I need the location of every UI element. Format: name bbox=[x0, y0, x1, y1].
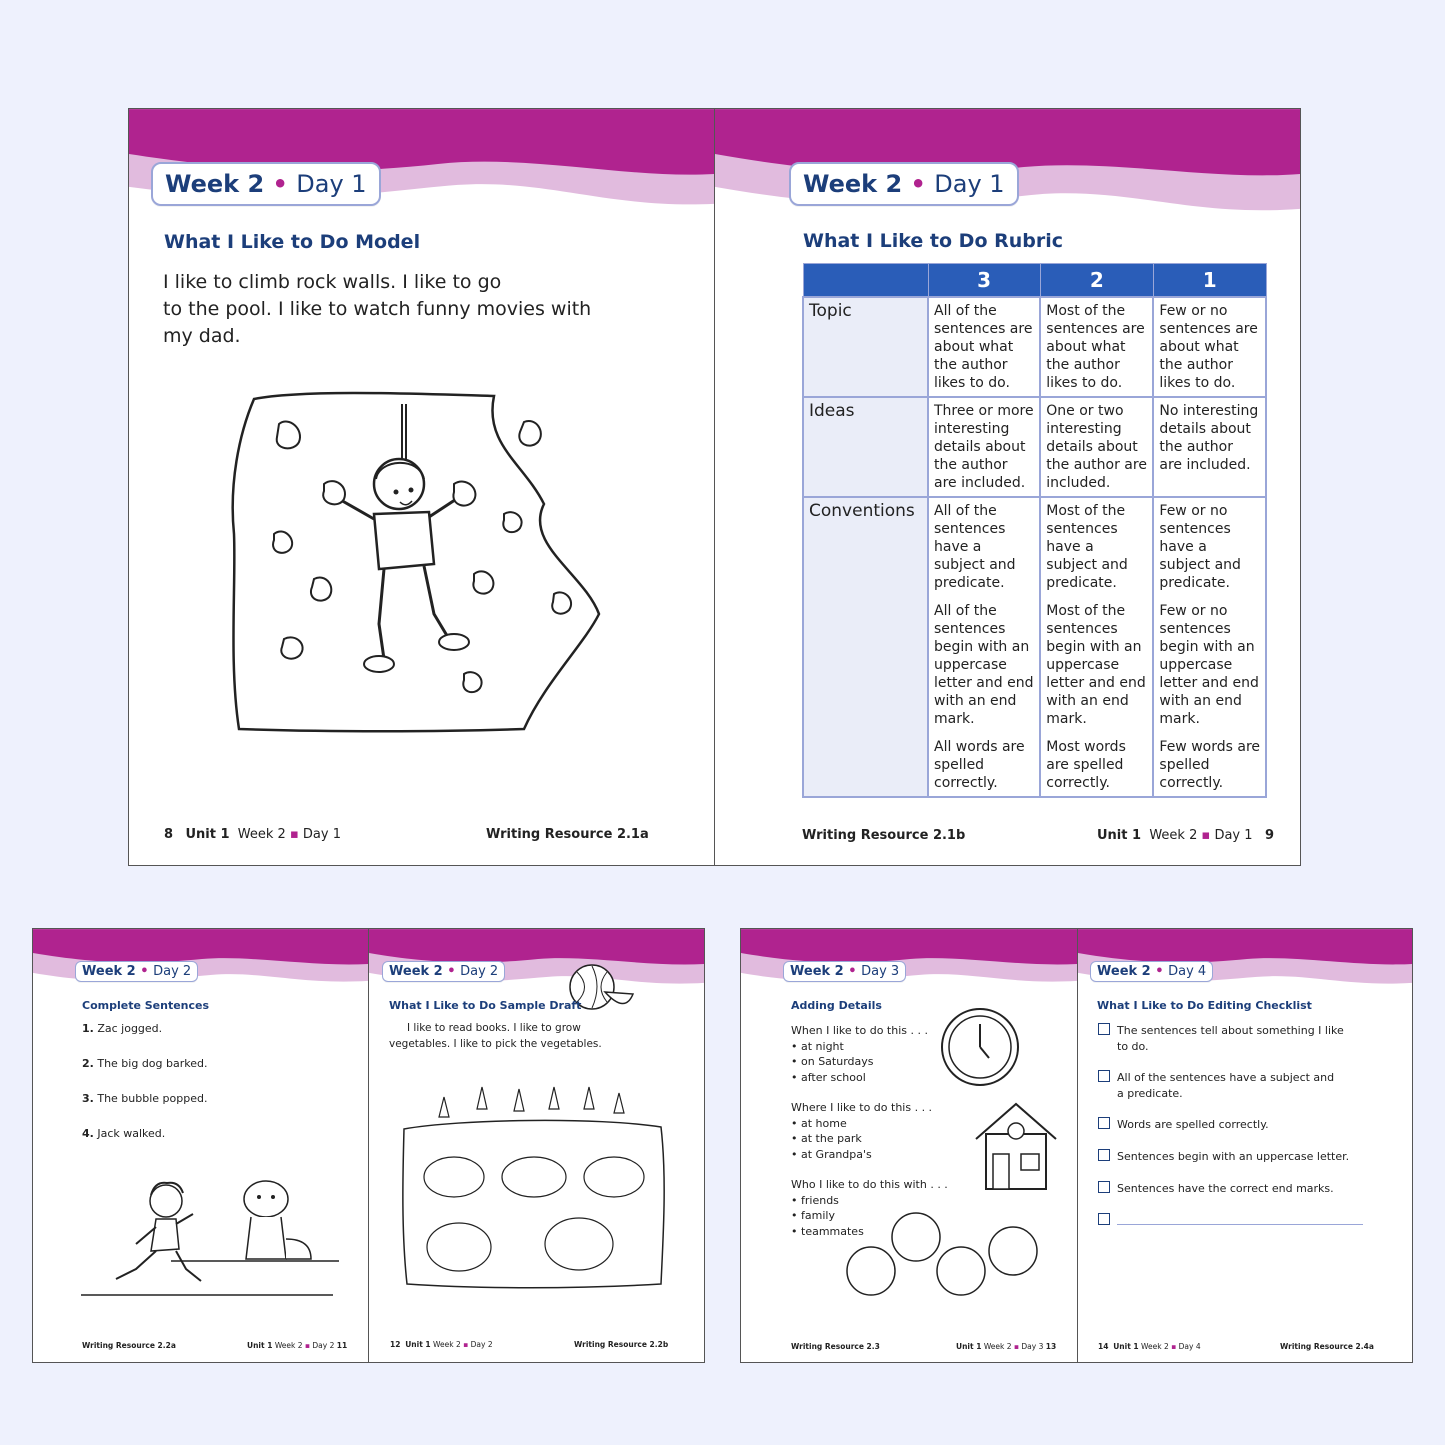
resource-text: Writing Resource 2.2a bbox=[82, 1341, 176, 1350]
footer-week: Week 2 bbox=[1141, 1342, 1169, 1351]
page-title: What I Like to Do Sample Draft bbox=[389, 999, 582, 1012]
draft-paragraph bbox=[389, 1021, 602, 1052]
checklist-item bbox=[1117, 1117, 1269, 1133]
list-item bbox=[82, 1021, 207, 1056]
group-heading: When I like to do this . . . bbox=[791, 1024, 928, 1037]
resource-text: Writing Resource 2.1a bbox=[486, 827, 649, 842]
body-line: I like to read books. I like to grow bbox=[407, 1022, 581, 1034]
rubric-row-topic bbox=[803, 297, 1266, 397]
group-heading: Who I like to do this with . . . bbox=[791, 1178, 948, 1191]
score-header: 1 bbox=[1153, 264, 1266, 298]
badge-day: Day 4 bbox=[1168, 964, 1207, 979]
cell-text: All words are spelled correctly. bbox=[934, 739, 1025, 791]
body-line: my dad. bbox=[163, 325, 241, 347]
page-13 bbox=[740, 928, 1078, 1363]
page-footer bbox=[956, 1342, 1056, 1351]
rubric-cell bbox=[1153, 497, 1266, 797]
page-title: What I Like to Do Model bbox=[164, 231, 421, 253]
item-number: 4. bbox=[82, 1127, 94, 1140]
footer-unit: Unit 1 bbox=[1097, 828, 1142, 843]
page-number: 11 bbox=[336, 1341, 348, 1350]
list-item: • on Saturdays bbox=[791, 1055, 874, 1068]
score-header: 2 bbox=[1040, 264, 1153, 298]
body-line: to the pool. I like to watch funny movies with bbox=[163, 298, 592, 320]
list-item: • at night bbox=[791, 1039, 844, 1053]
list-item bbox=[82, 1126, 207, 1161]
cell-text: Three or more interesting details about the author are included. bbox=[934, 403, 1034, 491]
house-icon bbox=[971, 1099, 1061, 1194]
page-number: 13 bbox=[1045, 1342, 1057, 1351]
list-item: • friends bbox=[791, 1193, 839, 1207]
item-text: Zac jogged. bbox=[97, 1022, 163, 1035]
cell-text: All of the sentences have a subject and predicate. bbox=[934, 503, 1016, 591]
checklist-item bbox=[1117, 1070, 1334, 1101]
rock-climbing-child-icon bbox=[224, 384, 609, 734]
page-footer bbox=[247, 1341, 347, 1350]
resource-text: Writing Resource 2.3 bbox=[791, 1342, 880, 1351]
bullet-icon: • bbox=[140, 964, 149, 979]
item-text: The sentences tell about something I like bbox=[1117, 1024, 1344, 1037]
rubric-row-conventions bbox=[803, 497, 1266, 797]
footer-day: Day 4 bbox=[1178, 1342, 1201, 1351]
boy-and-dog-icon bbox=[81, 1169, 341, 1299]
item-text: Sentences have the correct end marks. bbox=[1117, 1182, 1334, 1195]
footer-unit: Unit 1 bbox=[956, 1342, 982, 1351]
checkbox[interactable] bbox=[1098, 1213, 1110, 1225]
row-label: Conventions bbox=[803, 497, 928, 797]
badge-day: Day 2 bbox=[460, 964, 499, 979]
checkbox[interactable] bbox=[1098, 1117, 1110, 1129]
bullet-icon: • bbox=[848, 964, 857, 979]
item-text: friends bbox=[801, 1193, 839, 1207]
resource-text: Writing Resource 2.2b bbox=[574, 1340, 669, 1349]
footer-unit: Unit 1 bbox=[247, 1341, 273, 1350]
badge-week: Week 2 bbox=[82, 964, 136, 979]
checkbox[interactable] bbox=[1098, 1070, 1110, 1082]
list-item: • at the park bbox=[791, 1132, 862, 1145]
item-text: All of the sentences have a subject and bbox=[1117, 1071, 1335, 1084]
badge-week: Week 2 bbox=[790, 964, 844, 979]
item-text: to do. bbox=[1117, 1039, 1149, 1053]
rubric-cell bbox=[928, 397, 1040, 497]
item-number: 3. bbox=[82, 1092, 94, 1105]
rubric-cell bbox=[1153, 397, 1266, 497]
footer-day: Day 1 bbox=[1214, 828, 1253, 843]
group-heading: Where I like to do this . . . bbox=[791, 1101, 933, 1114]
checkbox[interactable] bbox=[1098, 1149, 1110, 1161]
rubric-corner bbox=[803, 264, 928, 298]
resource-label bbox=[486, 827, 649, 842]
page-number: 12 bbox=[390, 1340, 401, 1349]
resource-label bbox=[791, 1342, 880, 1351]
item-text: at the park bbox=[801, 1132, 862, 1145]
cell-text: Few or no sentences have a subject and predicate. bbox=[1159, 503, 1241, 591]
item-text: a predicate. bbox=[1117, 1086, 1183, 1100]
page-number: 8 bbox=[164, 827, 174, 842]
checklist-item bbox=[1117, 1181, 1334, 1197]
page-footer bbox=[164, 827, 341, 842]
rubric-cell bbox=[1153, 297, 1266, 397]
cell-text: Most of the sentences are about what the author likes to do. bbox=[1046, 303, 1145, 391]
item-text: after school bbox=[801, 1070, 866, 1084]
badge-week: Week 2 bbox=[1097, 964, 1151, 979]
row-label: Topic bbox=[803, 297, 928, 397]
page-number: 9 bbox=[1264, 828, 1274, 843]
page-14 bbox=[1077, 928, 1413, 1363]
rubric-cell bbox=[1040, 297, 1153, 397]
page-footer bbox=[1098, 1342, 1201, 1351]
bullet-icon: ▪ bbox=[1201, 828, 1211, 843]
cell-text: All of the sentences begin with an uppercase letter and end with an end mark. bbox=[934, 603, 1034, 727]
list-item: • at home bbox=[791, 1116, 847, 1130]
footer-week: Week 2 bbox=[1149, 828, 1198, 843]
rubric-cell bbox=[928, 297, 1040, 397]
week-day-badge bbox=[151, 162, 381, 206]
resource-text: Writing Resource 2.4a bbox=[1280, 1342, 1374, 1351]
footer-week: Week 2 bbox=[433, 1340, 461, 1349]
list-item: • family bbox=[791, 1209, 835, 1222]
list-item: • teammates bbox=[791, 1224, 864, 1238]
badge-day: Day 1 bbox=[296, 170, 367, 198]
page-footer bbox=[1097, 828, 1274, 843]
rubric-row-ideas bbox=[803, 397, 1266, 497]
page-9 bbox=[714, 108, 1301, 866]
rubric-cell bbox=[1040, 497, 1153, 797]
clock-icon bbox=[939, 1006, 1021, 1088]
page-title: What I Like to Do Editing Checklist bbox=[1097, 999, 1312, 1012]
item-text: Jack walked. bbox=[97, 1127, 166, 1140]
page-number: 14 bbox=[1098, 1342, 1109, 1351]
bullet-icon: • bbox=[272, 170, 288, 198]
checkbox[interactable] bbox=[1098, 1023, 1110, 1035]
footer-unit: Unit 1 bbox=[185, 827, 230, 842]
footer-week: Week 2 bbox=[274, 1341, 303, 1350]
rubric-cell bbox=[1040, 397, 1153, 497]
rubric-header-row bbox=[803, 264, 1266, 298]
page-title: Complete Sentences bbox=[82, 999, 210, 1012]
footer-unit: Unit 1 bbox=[405, 1340, 431, 1349]
cell-text: Most words are spelled correctly. bbox=[1046, 739, 1126, 791]
score-header: 3 bbox=[928, 264, 1040, 298]
badge-week: Week 2 bbox=[803, 170, 903, 198]
footer-day: Day 3 bbox=[1021, 1342, 1044, 1351]
rubric-table bbox=[802, 263, 1267, 798]
bullet-icon: • bbox=[447, 964, 456, 979]
badge-day: Day 3 bbox=[861, 964, 900, 979]
list-item: • at Grandpa's bbox=[791, 1147, 872, 1161]
cell-text: Most of the sentences have a subject and predicate. bbox=[1046, 503, 1128, 591]
week-day-badge bbox=[789, 162, 1019, 206]
page-8 bbox=[128, 108, 715, 866]
bullet-icon: • bbox=[1155, 964, 1164, 979]
page-footer bbox=[390, 1340, 493, 1349]
resource-text: Writing Resource 2.1b bbox=[802, 828, 966, 843]
item-text: teammates bbox=[801, 1224, 864, 1238]
resource-label bbox=[574, 1340, 668, 1349]
bullet-icon: ▪ bbox=[289, 827, 299, 842]
page-title: Adding Details bbox=[791, 999, 882, 1012]
badge-day: Day 2 bbox=[153, 964, 192, 979]
bullet-icon: ▪ bbox=[463, 1340, 469, 1349]
item-text: at Grandpa's bbox=[801, 1147, 872, 1161]
item-text: The big dog barked. bbox=[97, 1057, 208, 1070]
cell-text: One or two interesting details about the author are included. bbox=[1046, 403, 1147, 491]
cell-text: Few or no sentences are about what the author likes to do. bbox=[1159, 303, 1258, 391]
checklist-item bbox=[1117, 1023, 1344, 1054]
cell-text: Few or no sentences begin with an uppercase letter and end with an end mark. bbox=[1159, 603, 1259, 727]
body-line: I like to climb rock walls. I like to go bbox=[163, 271, 502, 293]
blank-entry-line[interactable] bbox=[1117, 1224, 1363, 1225]
vegetable-garden-icon bbox=[399, 1079, 669, 1289]
item-number: 2. bbox=[82, 1057, 94, 1070]
details-list-where bbox=[791, 1100, 932, 1162]
week-day-badge bbox=[783, 961, 906, 982]
checklist-item bbox=[1117, 1149, 1349, 1165]
model-paragraph bbox=[163, 269, 591, 350]
item-text: Words are spelled correctly. bbox=[1117, 1118, 1269, 1131]
item-text: The bubble popped. bbox=[97, 1092, 208, 1105]
item-text: Sentences begin with an uppercase letter. bbox=[1117, 1150, 1350, 1163]
body-line: vegetables. I like to pick the vegetables. bbox=[389, 1037, 602, 1050]
item-text: at home bbox=[801, 1116, 847, 1130]
bullet-icon: ▪ bbox=[1013, 1342, 1020, 1351]
checkbox[interactable] bbox=[1098, 1181, 1110, 1193]
badge-week: Week 2 bbox=[165, 170, 265, 198]
bullet-icon: ▪ bbox=[304, 1341, 311, 1350]
bullet-icon: ▪ bbox=[1171, 1342, 1177, 1351]
row-label: Ideas bbox=[803, 397, 928, 497]
cell-text: No interesting details about the author are included. bbox=[1159, 403, 1259, 473]
page-11 bbox=[32, 928, 369, 1363]
footer-day: Day 2 bbox=[312, 1341, 335, 1350]
badge-day: Day 1 bbox=[934, 170, 1005, 198]
badge-week: Week 2 bbox=[389, 964, 443, 979]
page-title: What I Like to Do Rubric bbox=[803, 230, 1064, 252]
list-item bbox=[82, 1056, 207, 1091]
footer-unit: Unit 1 bbox=[1113, 1342, 1139, 1351]
cell-text: All of the sentences are about what the author likes to do. bbox=[934, 303, 1033, 391]
week-day-badge bbox=[75, 961, 198, 982]
cell-text: Few words are spelled correctly. bbox=[1159, 739, 1261, 791]
bullet-icon: • bbox=[910, 170, 926, 198]
sentence-list bbox=[82, 1021, 207, 1161]
week-day-badge bbox=[382, 961, 505, 982]
item-text: family bbox=[801, 1209, 835, 1222]
resource-label bbox=[802, 828, 965, 843]
children-faces-icon bbox=[841, 1209, 1071, 1309]
rubric-cell bbox=[928, 497, 1040, 797]
details-list-when bbox=[791, 1023, 928, 1085]
week-day-badge bbox=[1090, 961, 1213, 982]
footer-day: Day 2 bbox=[470, 1340, 493, 1349]
list-item bbox=[82, 1091, 207, 1126]
item-number: 1. bbox=[82, 1022, 94, 1035]
footer-week: Week 2 bbox=[983, 1342, 1012, 1351]
cell-text: Most of the sentences begin with an uppercase letter and end with an end mark. bbox=[1046, 603, 1146, 727]
item-text: at night bbox=[801, 1039, 844, 1053]
list-item: • after school bbox=[791, 1070, 866, 1084]
footer-day: Day 1 bbox=[302, 827, 341, 842]
footer-week: Week 2 bbox=[237, 827, 286, 842]
page-12 bbox=[368, 928, 705, 1363]
resource-label bbox=[1280, 1342, 1374, 1351]
resource-label bbox=[82, 1341, 176, 1350]
item-text: on Saturdays bbox=[801, 1055, 874, 1068]
